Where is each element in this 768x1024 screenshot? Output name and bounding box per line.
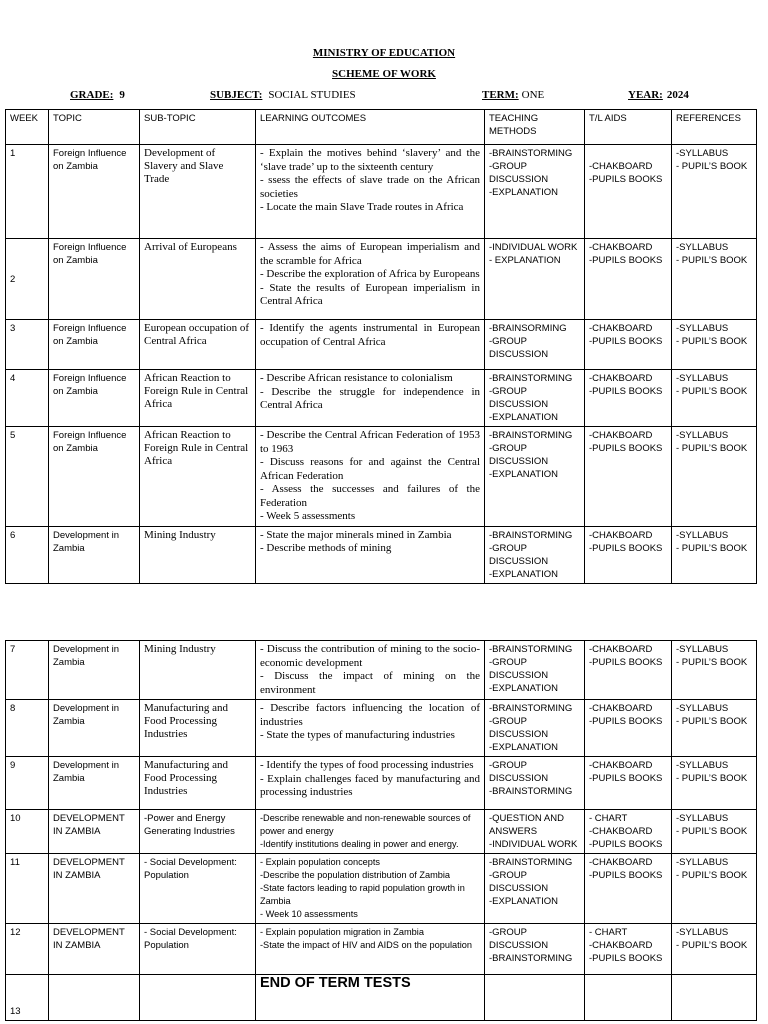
topic-cell — [49, 975, 140, 1021]
aid-item: -PUPILS BOOKS — [589, 657, 663, 668]
reference-item: - PUPIL’S BOOK — [676, 386, 748, 397]
scheme-table-page-2 — [5, 640, 757, 1021]
aid-item: -PUPILS BOOKS — [589, 953, 663, 964]
method-item: -GROUP DISCUSSION — [489, 760, 549, 784]
outcomes-cell — [256, 427, 485, 527]
aid-item: -CHAKBOARD — [589, 760, 653, 771]
outcomes-cell — [256, 810, 485, 854]
col-header-references: REFERENCES — [672, 110, 757, 145]
topic-cell: DEVELOPMENT IN ZAMBIA — [49, 810, 140, 854]
reference-item: - PUPIL’S BOOK — [676, 716, 748, 727]
reference-item: -SYLLABUS — [676, 644, 729, 655]
aids-cell — [585, 810, 672, 854]
outcomes-cell — [256, 757, 485, 810]
reference-item: -SYLLABUS — [676, 323, 729, 334]
aid-item: -PUPILS BOOKS — [589, 386, 663, 397]
aid-item: -CHAKBOARD — [589, 940, 653, 951]
references-cell — [672, 810, 757, 854]
outcome-item: - Explain population concepts — [260, 857, 381, 867]
reference-item: - PUPIL’S BOOK — [676, 773, 748, 784]
method-item: -GROUP DISCUSSION — [489, 870, 549, 894]
methods-cell — [485, 145, 585, 239]
method-item: -EXPLANATION — [489, 683, 558, 694]
subtopic-cell: Manufacturing and Food Processing Industries — [140, 700, 256, 757]
aids-cell — [585, 854, 672, 924]
outcome-item: - ssess the effects of slave trade on the African societies — [260, 174, 480, 200]
method-item: -EXPLANATION — [489, 568, 558, 580]
subtopic-cell: Mining Industry — [140, 641, 256, 700]
col-header-subtopic: SUB-TOPIC — [140, 110, 256, 145]
grade-label: GRADE: — [70, 89, 114, 101]
outcome-item: - Week 10 assessments — [260, 909, 358, 919]
aids-cell — [585, 145, 672, 239]
table-row — [6, 145, 757, 239]
outcome-item: -Describe renewable and non-renewable sources of power and energy — [260, 813, 471, 836]
topic-cell: Development in Zambia — [49, 757, 140, 810]
table-row — [6, 924, 757, 975]
outcome-item: - Assess the successes and failures of the Federation — [260, 483, 480, 509]
methods-cell — [485, 700, 585, 757]
topic-cell: Foreign Influence on Zambia — [49, 239, 140, 320]
col-header-methods: TEACHING METHODS — [485, 110, 585, 145]
method-item: -EXPLANATION — [489, 469, 558, 480]
outcomes-cell — [256, 370, 485, 427]
outcome-item: - Week 5 assessments — [260, 510, 356, 522]
topic-cell: Foreign Influence on Zambia — [49, 427, 140, 527]
subtopic-cell: Manufacturing and Food Processing Industries — [140, 757, 256, 810]
references-cell — [672, 320, 757, 370]
aid-item: -CHAKBOARD — [589, 323, 653, 334]
table-row — [6, 757, 757, 810]
references-cell — [672, 641, 757, 700]
week-cell: 7 — [6, 641, 49, 700]
outcome-item: - Locate the main Slave Trade routes in Africa — [260, 201, 464, 213]
topic-cell: DEVELOPMENT IN ZAMBIA — [49, 854, 140, 924]
end-of-term-cell — [256, 975, 485, 1021]
topic-cell: Development in Zambia — [49, 700, 140, 757]
aid-item: -CHAKBOARD — [589, 826, 653, 837]
methods-cell — [485, 370, 585, 427]
aid-item: -CHAKBOARD — [589, 430, 653, 441]
subtopic-cell — [140, 975, 256, 1021]
method-item: -QUESTION AND ANSWERS — [489, 813, 564, 837]
outcome-item: - Identify the types of food processing industries — [260, 759, 474, 771]
reference-item: -SYLLABUS — [676, 529, 729, 541]
reference-item: -SYLLABUS — [676, 857, 729, 868]
method-item: -INDIVIDUAL WORK — [489, 839, 578, 850]
subject-value: SOCIAL STUDIES — [268, 89, 356, 101]
aids-cell — [585, 526, 672, 583]
method-item: -BRAINSTORMING — [489, 786, 573, 797]
outcomes-cell — [256, 320, 485, 370]
method-item: -BRAINSTORMING — [489, 703, 573, 714]
outcome-item: - State the major minerals mined in Zambia — [260, 528, 452, 541]
method-item: -GROUP DISCUSSION — [489, 657, 549, 681]
method-item: -BRAINSTORMING — [489, 857, 573, 868]
term-value: ONE — [521, 89, 545, 101]
outcomes-cell — [256, 700, 485, 757]
references-cell — [672, 975, 757, 1021]
aid-item: -PUPILS BOOKS — [589, 542, 663, 554]
aids-cell — [585, 924, 672, 975]
reference-item: - PUPIL’S BOOK — [676, 336, 748, 347]
aid-item: -CHAKBOARD — [589, 161, 653, 172]
table-row — [6, 239, 757, 320]
method-item: -GROUP DISCUSSION — [489, 161, 549, 185]
subtopic-cell: Arrival of Europeans — [140, 239, 256, 320]
references-cell — [672, 924, 757, 975]
outcome-item: - Assess the aims of European imperialism and the scramble for Africa — [260, 241, 480, 267]
method-item: -GROUP DISCUSSION — [489, 336, 549, 360]
method-item: -EXPLANATION — [489, 187, 558, 198]
references-cell — [672, 854, 757, 924]
outcome-item: -State the impact of HIV and AIDS on the population — [260, 940, 472, 950]
col-header-aids: T/L AIDS — [585, 110, 672, 145]
subtopic-cell: African Reaction to Foreign Rule in Central Africa — [140, 370, 256, 427]
grade-field — [70, 89, 125, 101]
reference-item: -SYLLABUS — [676, 430, 729, 441]
table-row — [6, 810, 757, 854]
reference-item: - PUPIL’S BOOK — [676, 870, 748, 881]
reference-item: - PUPIL’S BOOK — [676, 161, 748, 172]
outcome-item: - Explain challenges faced by manufacturing and processing industries — [260, 772, 480, 798]
outcome-item: - Describe the Central African Federation of 1953 to 1963 — [260, 429, 480, 455]
year-label: YEAR: — [628, 89, 663, 101]
outcomes-cell — [256, 854, 485, 924]
outcomes-cell — [256, 526, 485, 583]
reference-item: - PUPIL’S BOOK — [676, 443, 748, 454]
table-row — [6, 641, 757, 700]
subtopic-cell: European occupation of Central Africa — [140, 320, 256, 370]
scheme-table-page-1 — [5, 109, 757, 584]
methods-cell — [485, 924, 585, 975]
methods-cell — [485, 975, 585, 1021]
subtopic-cell: - Social Development: Population — [140, 924, 256, 975]
week-cell: 11 — [6, 854, 49, 924]
aids-cell — [585, 427, 672, 527]
aid-item: -PUPILS BOOKS — [589, 255, 663, 266]
topic-cell: Development in Zambia — [49, 641, 140, 700]
subject-field — [210, 89, 356, 101]
reference-item: -SYLLABUS — [676, 703, 729, 714]
subtopic-cell: African Reaction to Foreign Rule in Central Africa — [140, 427, 256, 527]
reference-item: - PUPIL’S BOOK — [676, 826, 748, 837]
outcomes-cell — [256, 924, 485, 975]
outcome-item: - Discuss reasons for and against the Central African Federation — [260, 456, 480, 482]
aids-cell — [585, 975, 672, 1021]
methods-cell — [485, 526, 585, 583]
methods-cell — [485, 320, 585, 370]
method-item: -BRAINSTORMING — [489, 430, 573, 441]
aids-cell — [585, 239, 672, 320]
outcomes-cell — [256, 145, 485, 239]
aid-item: -CHAKBOARD — [589, 644, 653, 655]
outcome-item: - Describe African resistance to colonialism — [260, 372, 453, 384]
aids-cell — [585, 320, 672, 370]
week-cell: 9 — [6, 757, 49, 810]
reference-item: -SYLLABUS — [676, 373, 729, 384]
ministry-title: MINISTRY OF EDUCATION — [312, 47, 456, 59]
outcome-item: - Explain the motives behind ‘slavery’ and the ‘slave trade’ up to the sixteenth century — [260, 147, 480, 173]
methods-cell — [485, 854, 585, 924]
method-item: -BRAINSTORMING — [489, 529, 573, 541]
outcome-item: - State the results of European imperialism in Central Africa — [260, 281, 480, 307]
reference-item: -SYLLABUS — [676, 813, 729, 824]
reference-item: -SYLLABUS — [676, 927, 729, 938]
week-cell: 8 — [6, 700, 49, 757]
method-item: -GROUP DISCUSSION — [489, 716, 549, 740]
method-item: -BRAINSTORMING — [489, 953, 573, 964]
methods-cell — [485, 239, 585, 320]
table-row — [6, 370, 757, 427]
col-header-outcomes: LEARNING OUTCOMES — [256, 110, 485, 145]
method-item: -EXPLANATION — [489, 742, 558, 753]
col-header-week: WEEK — [6, 110, 49, 145]
outcome-item: - Identify the agents instrumental in European occupation of Central Africa — [260, 322, 480, 348]
outcomes-cell — [256, 239, 485, 320]
methods-cell — [485, 427, 585, 527]
outcome-item: -Identify institutions dealing in power and energy. — [260, 839, 459, 849]
aid-item: -PUPILS BOOKS — [589, 336, 663, 347]
week-cell: 4 — [6, 370, 49, 427]
methods-cell — [485, 757, 585, 810]
table-header-row — [6, 110, 757, 145]
outcome-item: - Describe methods of mining — [260, 542, 392, 554]
references-cell — [672, 700, 757, 757]
reference-item: - PUPIL’S BOOK — [676, 657, 748, 668]
outcome-item: -State factors leading to rapid population growth in Zambia — [260, 883, 465, 906]
aid-item: -PUPILS BOOKS — [589, 773, 663, 784]
aid-item: -CHAKBOARD — [589, 373, 653, 384]
term-label: TERM: — [482, 89, 519, 101]
end-of-term-tests: END OF TERM TESTS — [260, 975, 411, 991]
aid-item: -PUPILS BOOKS — [589, 870, 663, 881]
method-item: -GROUP DISCUSSION — [489, 927, 549, 951]
aid-item: - CHART — [589, 927, 628, 938]
aids-cell — [585, 700, 672, 757]
outcome-item: - Explain population migration in Zambia — [260, 927, 424, 937]
references-cell — [672, 427, 757, 527]
aid-item: -CHAKBOARD — [589, 529, 653, 541]
outcome-item: - Discuss the impact of mining on the environment — [260, 670, 480, 696]
scheme-title: SCHEME OF WORK — [332, 68, 436, 80]
references-cell — [672, 145, 757, 239]
aid-item: -CHAKBOARD — [589, 703, 653, 714]
methods-cell — [485, 641, 585, 700]
outcome-item: - Describe factors influencing the location of industries — [260, 702, 480, 728]
table-row — [6, 526, 757, 583]
method-item: -EXPLANATION — [489, 412, 558, 423]
reference-item: - PUPIL’S BOOK — [676, 940, 748, 951]
aid-item: -CHAKBOARD — [589, 242, 653, 253]
col-header-topic: TOPIC — [49, 110, 140, 145]
table-row — [6, 700, 757, 757]
method-item: - EXPLANATION — [489, 255, 561, 266]
method-item: -GROUP DISCUSSION — [489, 386, 549, 410]
grade-value: 9 — [119, 89, 125, 101]
reference-item: - PUPIL’S BOOK — [676, 542, 748, 554]
topic-cell: DEVELOPMENT IN ZAMBIA — [49, 924, 140, 975]
week-cell: 5 — [6, 427, 49, 527]
references-cell — [672, 757, 757, 810]
method-item: -GROUP DISCUSSION — [489, 542, 549, 567]
reference-item: -SYLLABUS — [676, 760, 729, 771]
week-cell: 13 — [6, 975, 49, 1021]
week-cell: 12 — [6, 924, 49, 975]
table-row — [6, 854, 757, 924]
year-value: 2024 — [666, 89, 689, 101]
outcome-item: -Describe the population distribution of Zambia — [260, 870, 450, 880]
week-cell: 1 — [6, 145, 49, 239]
method-item: -EXPLANATION — [489, 896, 558, 907]
references-cell — [672, 370, 757, 427]
table-row — [6, 975, 757, 1021]
method-item: -BRAINSORMING — [489, 323, 567, 334]
aid-item: -CHAKBOARD — [589, 857, 653, 868]
topic-cell: Development in Zambia — [49, 526, 140, 583]
outcome-item: - Describe the exploration of Africa by Europeans — [260, 268, 480, 280]
outcome-item: - State the types of manufacturing industries — [260, 729, 455, 741]
week-cell: 2 — [6, 239, 49, 320]
method-item: -BRAINSTORMING — [489, 373, 573, 384]
outcome-item: - Discuss the contribution of mining to the socio-economic development — [260, 643, 480, 669]
table-row — [6, 427, 757, 527]
table-row — [6, 320, 757, 370]
subtopic-cell: Mining Industry — [140, 526, 256, 583]
year-field — [628, 89, 689, 101]
week-cell: 10 — [6, 810, 49, 854]
method-item: -INDIVIDUAL WORK — [489, 242, 578, 253]
subject-label: SUBJECT: — [210, 89, 263, 101]
subtopic-cell: -Power and Energy Generating Industries — [140, 810, 256, 854]
topic-cell: Foreign Influence on Zambia — [49, 370, 140, 427]
method-item: -BRAINSTORMING — [489, 644, 573, 655]
aid-item: -PUPILS BOOKS — [589, 716, 663, 727]
aid-item: -PUPILS BOOKS — [589, 839, 663, 850]
outcomes-cell — [256, 641, 485, 700]
aids-cell — [585, 641, 672, 700]
week-cell: 3 — [6, 320, 49, 370]
aid-item: - CHART — [589, 813, 628, 824]
references-cell — [672, 526, 757, 583]
reference-item: -SYLLABUS — [676, 242, 729, 253]
aids-cell — [585, 370, 672, 427]
aids-cell — [585, 757, 672, 810]
week-cell: 6 — [6, 526, 49, 583]
topic-cell: Foreign Influence on Zambia — [49, 320, 140, 370]
references-cell — [672, 239, 757, 320]
methods-cell — [485, 810, 585, 854]
topic-cell: Foreign Influence on Zambia — [49, 145, 140, 239]
aid-item: -PUPILS BOOKS — [589, 174, 663, 185]
method-item: -BRAINSTORMING — [489, 148, 573, 159]
subtopic-cell: Development of Slavery and Slave Trade — [140, 145, 256, 239]
term-field — [482, 89, 544, 101]
method-item: -GROUP DISCUSSION — [489, 443, 549, 467]
aid-item: -PUPILS BOOKS — [589, 443, 663, 454]
outcome-item: - Describe the struggle for independence in Central Africa — [260, 385, 480, 411]
reference-item: - PUPIL’S BOOK — [676, 255, 748, 266]
reference-item: -SYLLABUS — [676, 148, 729, 159]
subtopic-cell: - Social Development: Population — [140, 854, 256, 924]
